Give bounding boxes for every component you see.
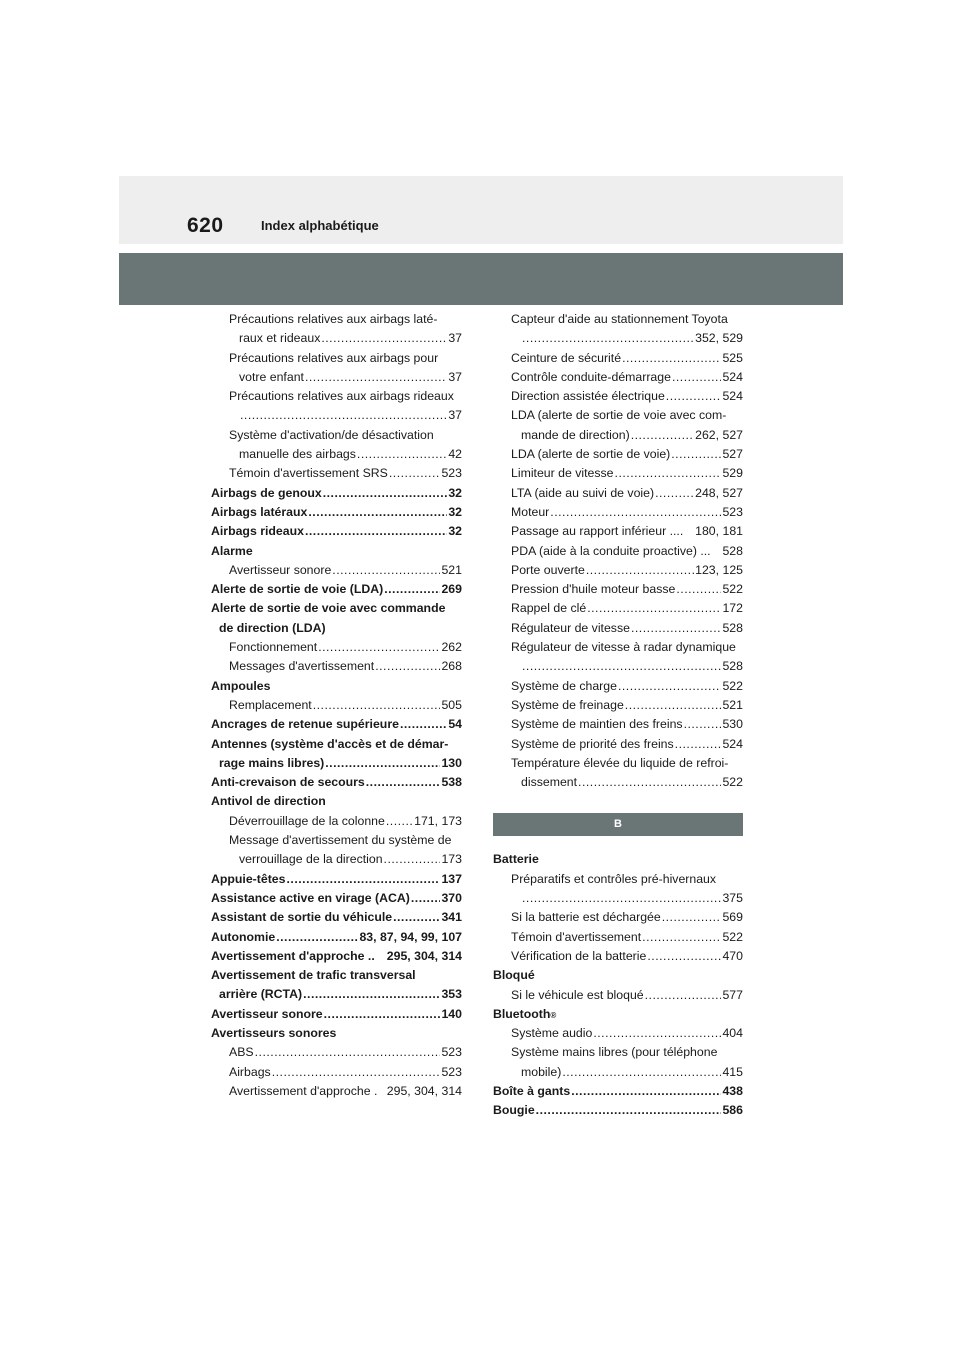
index-entry [211, 657, 462, 676]
index-entry-text: Système d'activation/de désactivation [229, 427, 434, 442]
dot-leader [676, 580, 721, 599]
index-entry-text: Ampoules [211, 678, 271, 693]
index-entry-text: mande de direction) [521, 427, 630, 442]
index-entry-text: Ancrages de retenue supérieure [211, 717, 399, 732]
page-reference: 586 [722, 1103, 743, 1118]
page-reference: 295, 304, 314 [386, 948, 462, 963]
dot-leader [666, 387, 722, 406]
page-reference: 32 [448, 524, 462, 539]
index-entry-text: Moteur [511, 504, 550, 519]
dot-leader [400, 715, 447, 734]
index-entry-text: Appuie-têtes [211, 871, 286, 886]
index-entry [493, 503, 743, 522]
index-entry-text: Antennes (système d'accès et de démar- [211, 736, 449, 751]
index-entry-text: Antivol de direction [211, 794, 326, 809]
index-entry-text: Système mains libres (pour téléphone [511, 1045, 718, 1060]
index-heading [211, 619, 462, 638]
dot-leader [645, 986, 722, 1005]
index-entry [493, 986, 743, 1005]
index-entry-text: Remplacement [229, 697, 312, 712]
page-reference: 521 [441, 562, 462, 577]
index-heading [211, 966, 462, 985]
dot-leader [308, 503, 447, 522]
page-reference: 470 [722, 948, 743, 963]
index-entry [493, 522, 743, 541]
dot-leader [562, 1063, 721, 1082]
page-reference: 524 [722, 736, 743, 751]
index-entry [493, 1024, 743, 1043]
index-entry [211, 638, 462, 657]
index-entry-text: ABS [229, 1045, 254, 1060]
dot-leader [305, 368, 447, 387]
index-entry-text: Bougie [493, 1103, 535, 1118]
dot-leader [662, 908, 722, 927]
dot-leader [631, 426, 694, 445]
dot-leader [286, 870, 440, 889]
page-reference: 262, 527 [695, 427, 743, 442]
page-reference: 37 [448, 408, 462, 423]
section-header-b: B [493, 813, 743, 836]
index-entry-text: Préparatifs et contrôles pré-hivernaux [511, 871, 717, 886]
index-entry-text: Système de freinage [511, 697, 624, 712]
dot-leader [671, 445, 721, 464]
page-title: Index alphabétique [261, 218, 379, 233]
dot-leader [389, 464, 441, 483]
page-reference: 172 [722, 601, 743, 616]
index-entry [211, 522, 462, 541]
page-reference: 530 [722, 717, 743, 732]
index-entry [211, 928, 462, 947]
index-entry-text: Ceinture de sécurité [511, 350, 622, 365]
index-entry-text: Fonctionnement [229, 640, 318, 655]
index-entry-text: Précautions relatives aux airbags pour [229, 350, 439, 365]
index-entry [211, 503, 462, 522]
page-reference: 268 [441, 659, 462, 674]
index-heading [493, 638, 743, 657]
page-reference: 32 [448, 485, 462, 500]
index-entry-text: Airbags de genoux [211, 485, 322, 500]
dot-leader [655, 484, 694, 503]
index-entry [493, 445, 743, 464]
index-entry-text: Assistance active en virage (ACA) [211, 890, 410, 905]
index-entry-text: Porte ouverte [511, 562, 585, 577]
page-reference: 529 [722, 466, 743, 481]
page-reference: 523 [722, 504, 743, 519]
index-entry-text: LDA (alerte de sortie de voie) [511, 447, 671, 462]
dot-leader [642, 928, 721, 947]
index-entry [211, 850, 462, 869]
page-reference: 42 [448, 447, 462, 462]
index-entry [211, 947, 462, 966]
index-entry-text: Avertisseurs sonores [211, 1025, 337, 1040]
page-reference: 523 [441, 466, 462, 481]
page-reference: 37 [448, 369, 462, 384]
index-entry-text: Témoin d'avertissement [511, 929, 642, 944]
index-entry-text: Avertisseur sonore [211, 1006, 323, 1021]
index-entry-text: Système de maintien des freins [511, 717, 683, 732]
dot-leader [647, 947, 721, 966]
page-reference: 525 [722, 350, 743, 365]
index-entry [493, 696, 743, 715]
index-entry [211, 1082, 462, 1101]
index-heading: Bluetooth ® [493, 1005, 743, 1024]
index-entry [493, 580, 743, 599]
index-entry [211, 484, 462, 503]
page-reference: 248, 527 [695, 485, 743, 500]
page-reference: 523 [441, 1045, 462, 1060]
index-entry [211, 1005, 462, 1024]
page-number: 620 [187, 214, 224, 237]
index-entry [493, 426, 743, 445]
page-reference: 370 [441, 890, 462, 905]
page-reference: 123, 125 [695, 562, 743, 577]
index-entry-text: Limiteur de vitesse [511, 466, 614, 481]
index-heading [211, 792, 462, 811]
index-entry [211, 1043, 462, 1062]
page-reference: 522 [722, 929, 743, 944]
index-entry-text: Airbags rideaux [211, 524, 304, 539]
page-reference: 438 [722, 1083, 743, 1098]
index-heading [493, 966, 743, 985]
index-entry-text: Bluetooth [493, 1006, 551, 1021]
index-entry-text: Régulateur de vitesse [511, 620, 630, 635]
index-entry [211, 985, 462, 1004]
page-reference: 528 [722, 620, 743, 635]
dot-leader [272, 1063, 441, 1082]
page-reference: 269 [441, 582, 462, 597]
page-reference: 375 [722, 891, 743, 906]
page-reference: 137 [441, 871, 462, 886]
dot-leader [587, 599, 721, 618]
dot-leader [318, 638, 440, 657]
index-entry [493, 1063, 743, 1082]
dot-leader [622, 349, 721, 368]
dot-leader [675, 735, 722, 754]
index-entry [211, 715, 462, 734]
index-entry-text: mobile) [521, 1064, 562, 1079]
index-entry-text: Témoin d'avertissement SRS [229, 466, 388, 481]
index-entry [493, 349, 743, 368]
dot-leader [550, 503, 721, 522]
page-reference: 37 [448, 331, 462, 346]
index-entry-text: rage mains libres) [219, 755, 325, 770]
dot-leader [366, 773, 441, 792]
dot-leader [386, 812, 413, 831]
index-entry [211, 329, 462, 348]
index-entry-text: Contrôle conduite-démarrage [511, 369, 671, 384]
index-column-left [211, 310, 462, 1101]
index-entry-text: dissement [521, 775, 578, 790]
index-entry [493, 561, 743, 580]
index-entry-text: Airbags latéraux [211, 504, 308, 519]
index-entry-text: Boîte à gants [493, 1083, 571, 1098]
index-entry-text: Alarme [211, 543, 253, 558]
dot-leader [522, 657, 721, 676]
dot-leader [357, 445, 447, 464]
index-entry-text: manuelle des airbags [239, 447, 356, 462]
page-reference: 528 [722, 659, 743, 674]
dot-leader [332, 561, 440, 580]
page-reference: 83, 87, 94, 99, 107 [359, 929, 462, 944]
index-entry-text: Avertissement d'approche .. [211, 948, 375, 963]
index-entry [211, 908, 462, 927]
header-band [119, 176, 843, 244]
index-heading [493, 406, 743, 425]
dot-leader [522, 889, 721, 908]
page-reference: 505 [441, 697, 462, 712]
dot-leader [375, 657, 440, 676]
page-reference: 140 [441, 1006, 462, 1021]
index-heading [493, 754, 743, 773]
index-entry-text: Bloqué [493, 968, 535, 983]
index-entry [493, 773, 743, 792]
index-entry [211, 406, 462, 425]
index-entry-text: arrière (RCTA) [219, 987, 303, 1002]
dot-leader [672, 368, 722, 387]
page-reference: 262 [441, 640, 462, 655]
dot-leader [276, 928, 358, 947]
dot-leader [618, 677, 722, 696]
page-reference: 527 [722, 447, 743, 462]
page-reference: 577 [722, 987, 743, 1002]
dot-leader [255, 1043, 441, 1062]
index-heading [211, 426, 462, 445]
index-group-a-continued [493, 310, 743, 792]
index-entry-text: Avertissement d'approche . [229, 1083, 378, 1098]
index-heading [493, 1043, 743, 1062]
index-entry-text: Si le véhicule est bloqué [511, 987, 644, 1002]
dot-leader [593, 1024, 721, 1043]
index-entry-text: verrouillage de la direction [239, 852, 383, 867]
index-entry-text: Système audio [511, 1026, 593, 1041]
page-reference: 522 [722, 775, 743, 790]
page-reference: 522 [722, 678, 743, 693]
index-entry [211, 580, 462, 599]
index-entry [211, 870, 462, 889]
index-heading [211, 735, 462, 754]
dot-leader [411, 889, 441, 908]
index-entry [211, 773, 462, 792]
page-reference: 415 [722, 1064, 743, 1079]
index-entry [493, 619, 743, 638]
page-reference: 130 [441, 755, 462, 770]
index-entry [493, 735, 743, 754]
page-reference: 173 [441, 852, 462, 867]
index-heading [211, 349, 462, 368]
index-entry-text: LTA (aide au suivi de voie) [511, 485, 655, 500]
page-reference: 523 [441, 1064, 462, 1079]
page-reference: 295, 304, 314 [386, 1083, 462, 1098]
index-entry [211, 561, 462, 580]
index-entry-text: Pression d'huile moteur basse [511, 582, 676, 597]
dot-leader [303, 985, 440, 1004]
dot-leader [240, 406, 447, 425]
index-entry [211, 368, 462, 387]
index-heading [493, 850, 743, 869]
index-entry-text: Température élevée du liquide de refroi- [511, 755, 729, 770]
index-entry [493, 715, 743, 734]
index-entry-text: Régulateur de vitesse à radar dynamique [511, 640, 736, 655]
index-entry-text: Avertissement de trafic transversal [211, 968, 416, 983]
index-heading [211, 387, 462, 406]
dot-leader [571, 1082, 721, 1101]
dot-leader [323, 484, 448, 503]
index-entry [493, 464, 743, 483]
page-reference: 521 [722, 697, 743, 712]
dot-leader [684, 715, 722, 734]
dot-leader [324, 1005, 441, 1024]
page-reference: 569 [722, 910, 743, 925]
dot-leader [325, 754, 440, 773]
page-reference: 180, 181 [695, 524, 743, 539]
index-heading [211, 599, 462, 618]
index-entry [211, 464, 462, 483]
index-entry [493, 329, 743, 348]
page-reference: 352, 529 [695, 331, 743, 346]
dot-leader [522, 329, 694, 348]
index-entry-text: Vérification de la batterie [511, 948, 647, 963]
index-entry-text: Système de priorité des freins [511, 736, 674, 751]
dot-leader [384, 580, 440, 599]
index-entry [493, 1082, 743, 1101]
index-entry [211, 812, 462, 831]
index-heading [211, 831, 462, 850]
page-reference: 32 [448, 504, 462, 519]
index-entry [493, 928, 743, 947]
index-entry-text: votre enfant [239, 369, 304, 384]
section-band [119, 253, 843, 305]
index-entry [493, 484, 743, 503]
page-reference: 341 [441, 910, 462, 925]
index-entry [493, 947, 743, 966]
dot-leader [313, 696, 441, 715]
index-entry-text: Direction assistée électrique [511, 389, 665, 404]
dot-leader [393, 908, 440, 927]
index-entry-text: Déverrouillage de la colonne [229, 813, 385, 828]
index-heading [211, 677, 462, 696]
index-entry-text: Avertisseur sonore [229, 562, 332, 577]
page-reference: 54 [448, 717, 462, 732]
index-entry-text: Messages d'avertissement [229, 659, 375, 674]
index-entry-text: Précautions relatives aux airbags rideaux [229, 389, 454, 404]
index-entry-text: Message d'avertissement du système de [229, 833, 452, 848]
page-reference: 353 [441, 987, 462, 1002]
page-reference: 524 [722, 369, 743, 384]
index-entry-text: Anti-crevaison de secours [211, 775, 365, 790]
index-entry-text: Si la batterie est déchargée [511, 910, 661, 925]
index-entry-text: PDA (aide à la conduite proactive) ... [511, 543, 711, 558]
index-heading [211, 310, 462, 329]
index-column-right [493, 310, 743, 1121]
index-entry-text: raux et rideaux [239, 331, 321, 346]
index-entry-text: Passage au rapport inférieur .... [511, 524, 684, 539]
index-entry-text: Alerte de sortie de voie avec commande [211, 601, 446, 616]
index-entry-text: Airbags [229, 1064, 271, 1079]
dot-leader [586, 561, 694, 580]
index-entry [493, 542, 743, 561]
page-reference: 524 [722, 389, 743, 404]
index-entry [211, 754, 462, 773]
dot-leader [384, 850, 441, 869]
dot-leader [631, 619, 722, 638]
index-entry [493, 368, 743, 387]
index-entry [211, 1063, 462, 1082]
page-reference: 538 [441, 775, 462, 790]
index-entry-text: LDA (alerte de sortie de voie avec com- [511, 408, 727, 423]
index-entry-text: Précautions relatives aux airbags laté- [229, 312, 438, 326]
index-entry-text: Rappel de clé [511, 601, 587, 616]
index-entry [211, 696, 462, 715]
index-entry-text: Assistant de sortie du véhicule [211, 910, 393, 925]
index-heading [211, 1024, 462, 1043]
index-entry-text: de direction (LDA) [219, 620, 326, 635]
dot-leader [536, 1101, 722, 1120]
index-entry [493, 677, 743, 696]
index-entry-text: Autonomie [211, 929, 276, 944]
index-entry-text: Capteur d'aide au stationnement Toyota [511, 312, 728, 326]
dot-leader [615, 464, 722, 483]
dot-leader [305, 522, 447, 541]
dot-leader [578, 773, 721, 792]
page-reference: 528 [722, 543, 743, 558]
index-entry-text: Alerte de sortie de voie (LDA) [211, 582, 384, 597]
index-group-b [493, 850, 743, 1120]
dot-leader [625, 696, 722, 715]
index-heading [493, 310, 743, 329]
index-entry [211, 445, 462, 464]
index-entry-text: Système de charge [511, 678, 617, 693]
index-entry-text: Batterie [493, 852, 539, 867]
index-entry [211, 889, 462, 908]
index-entry [493, 387, 743, 406]
index-entry [493, 908, 743, 927]
index-heading [211, 542, 462, 561]
index-entry [493, 889, 743, 908]
index-entry [493, 599, 743, 618]
page-reference: 522 [722, 582, 743, 597]
index-heading [493, 870, 743, 889]
page-reference: 171, 173 [414, 813, 462, 828]
page-reference: 404 [722, 1026, 743, 1041]
index-entry [493, 657, 743, 676]
index-entry [493, 1101, 743, 1120]
dot-leader [321, 329, 447, 348]
